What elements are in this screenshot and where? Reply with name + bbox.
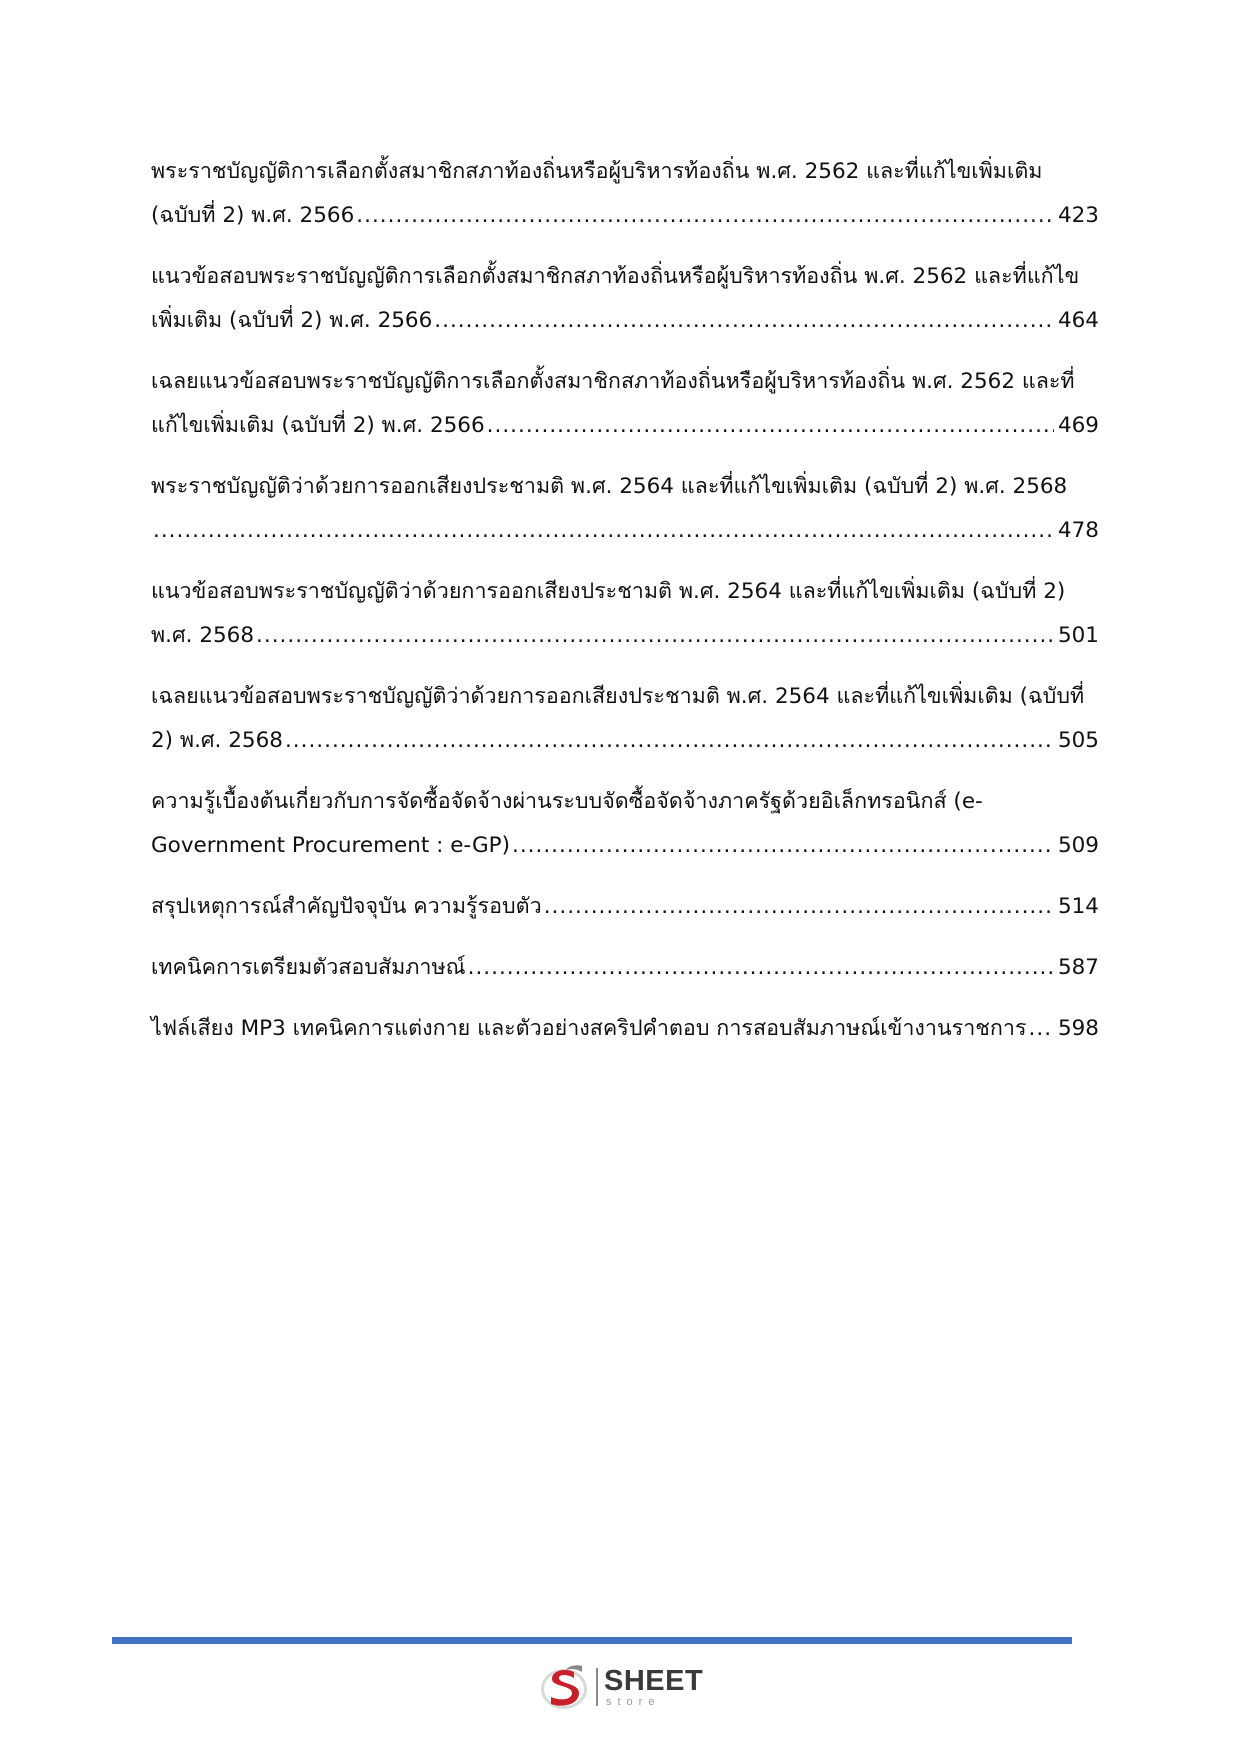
- sheet-store-s-logo-icon: [538, 1660, 590, 1714]
- toc-entry-line: [151, 299, 1099, 343]
- toc-entry: [151, 885, 1099, 929]
- toc-entry-line: [151, 614, 1099, 658]
- toc-entry-title: เทคนิคการเตรียมตัวสอบสัมภาษณ์: [151, 955, 466, 980]
- toc-entry-title: ความรู้เบื้องต้นเกี่ยวกับการจัดซื้อจัดจ้างผ่านระบบจัดซื้อจัดจ้างภาครัฐด้วยอิเล็กทรอนิกส์ (e-: [151, 789, 983, 814]
- toc-entry-title: พระราชบัญญัติการเลือกตั้งสมาชิกสภาท้องถิ่นหรือผู้บริหารท้องถิ่น พ.ศ. 2562 และที่แก้ไขเพิ่มเติม: [151, 159, 1043, 184]
- toc-entry: [151, 360, 1099, 448]
- toc-entry-title-cont: 2) พ.ศ. 2568: [151, 728, 283, 753]
- toc-entry-title: สรุปเหตุการณ์สำคัญปัจจุบัน ความรู้รอบตัว: [151, 894, 542, 919]
- toc-entry-line: [151, 885, 1099, 929]
- dot-leader: [512, 824, 1054, 868]
- logo-divider: [596, 1668, 598, 1706]
- toc-entry: [151, 255, 1099, 343]
- toc-entry: [151, 150, 1099, 238]
- toc-entry-title: พระราชบัญญัติว่าด้วยการออกเสียงประชามติ พ.ศ. 2564 และที่แก้ไขเพิ่มเติม (ฉบับที่ 2) พ.ศ. 2568: [151, 474, 1068, 499]
- toc-entry: [151, 675, 1099, 763]
- toc-entry-title-cont: พ.ศ. 2568: [151, 623, 255, 648]
- dot-leader: [153, 509, 1054, 553]
- toc-entry-title: แนวข้อสอบพระราชบัญญัติการเลือกตั้งสมาชิกสภาท้องถิ่นหรือผู้บริหารท้องถิ่น พ.ศ. 2562 และที่แก้ไข: [151, 264, 1080, 289]
- toc-entry-line: [151, 946, 1099, 990]
- toc-entry-line: [151, 194, 1099, 238]
- dot-leader: [544, 885, 1054, 929]
- toc-entry-title: แนวข้อสอบพระราชบัญญัติว่าด้วยการออกเสียงประชามติ พ.ศ. 2564 และที่แก้ไขเพิ่มเติม (ฉบับที่ 2): [151, 579, 1066, 604]
- toc-entry: [151, 946, 1099, 990]
- toc-entry-title: ไฟล์เสียง MP3 เทคนิคการแต่งกาย และตัวอย่างสคริปคำตอบ การสอบสัมภาษณ์เข้างานราชการ: [151, 1016, 1027, 1041]
- toc-entry-title-cont: (ฉบับที่ 2) พ.ศ. 2566: [151, 203, 355, 228]
- logo-brand: SHEET: [604, 1664, 704, 1697]
- toc-entry: [151, 465, 1099, 553]
- dot-leader: [285, 719, 1054, 763]
- toc-page-number: 464: [1057, 308, 1099, 333]
- toc-entry-line: [151, 824, 1099, 868]
- logo-brand-sub: store: [606, 1695, 661, 1708]
- toc-entry: [151, 1007, 1099, 1051]
- toc-entry: [151, 570, 1099, 658]
- dot-leader: [356, 194, 1054, 238]
- toc-entry-title-cont: แก้ไขเพิ่มเติม (ฉบับที่ 2) พ.ศ. 2566: [151, 413, 485, 438]
- toc-page-number: 423: [1057, 203, 1099, 228]
- toc-entry: [151, 780, 1099, 868]
- toc-entry-title: เฉลยแนวข้อสอบพระราชบัญญัติว่าด้วยการออกเสียงประชามติ พ.ศ. 2564 และที่แก้ไขเพิ่มเติม (ฉบับที่: [151, 684, 1085, 709]
- dot-leader: [468, 946, 1054, 990]
- toc-page-number: 587: [1057, 955, 1099, 980]
- toc-page-number: 598: [1057, 1016, 1099, 1041]
- footer-rule: [112, 1637, 1072, 1644]
- dot-leader: [1029, 1007, 1054, 1051]
- toc-entry-line: [151, 404, 1099, 448]
- sheet-store-logo: [538, 1660, 703, 1714]
- toc-page-number: 501: [1057, 623, 1099, 648]
- toc-page-number: 514: [1057, 894, 1099, 919]
- toc-entry-line: [151, 509, 1099, 553]
- toc-page-number: 509: [1057, 833, 1099, 858]
- toc-entry-line: [151, 719, 1099, 763]
- toc-page-number: 478: [1057, 518, 1099, 543]
- toc-page-number: 505: [1057, 728, 1099, 753]
- logo-wordmark: [604, 1664, 704, 1708]
- toc-page-number: 469: [1057, 413, 1099, 438]
- dot-leader: [256, 614, 1054, 658]
- toc-entry-title-cont: Government Procurement : e-GP): [151, 833, 510, 858]
- dot-leader: [487, 404, 1054, 448]
- dot-leader: [434, 299, 1054, 343]
- toc-entry-line: [151, 1007, 1099, 1051]
- table-of-contents: [151, 150, 1099, 1068]
- toc-entry-title-cont: เพิ่มเติม (ฉบับที่ 2) พ.ศ. 2566: [151, 308, 433, 333]
- toc-entry-title: เฉลยแนวข้อสอบพระราชบัญญัติการเลือกตั้งสมาชิกสภาท้องถิ่นหรือผู้บริหารท้องถิ่น พ.ศ. 2562 และที่: [151, 369, 1075, 394]
